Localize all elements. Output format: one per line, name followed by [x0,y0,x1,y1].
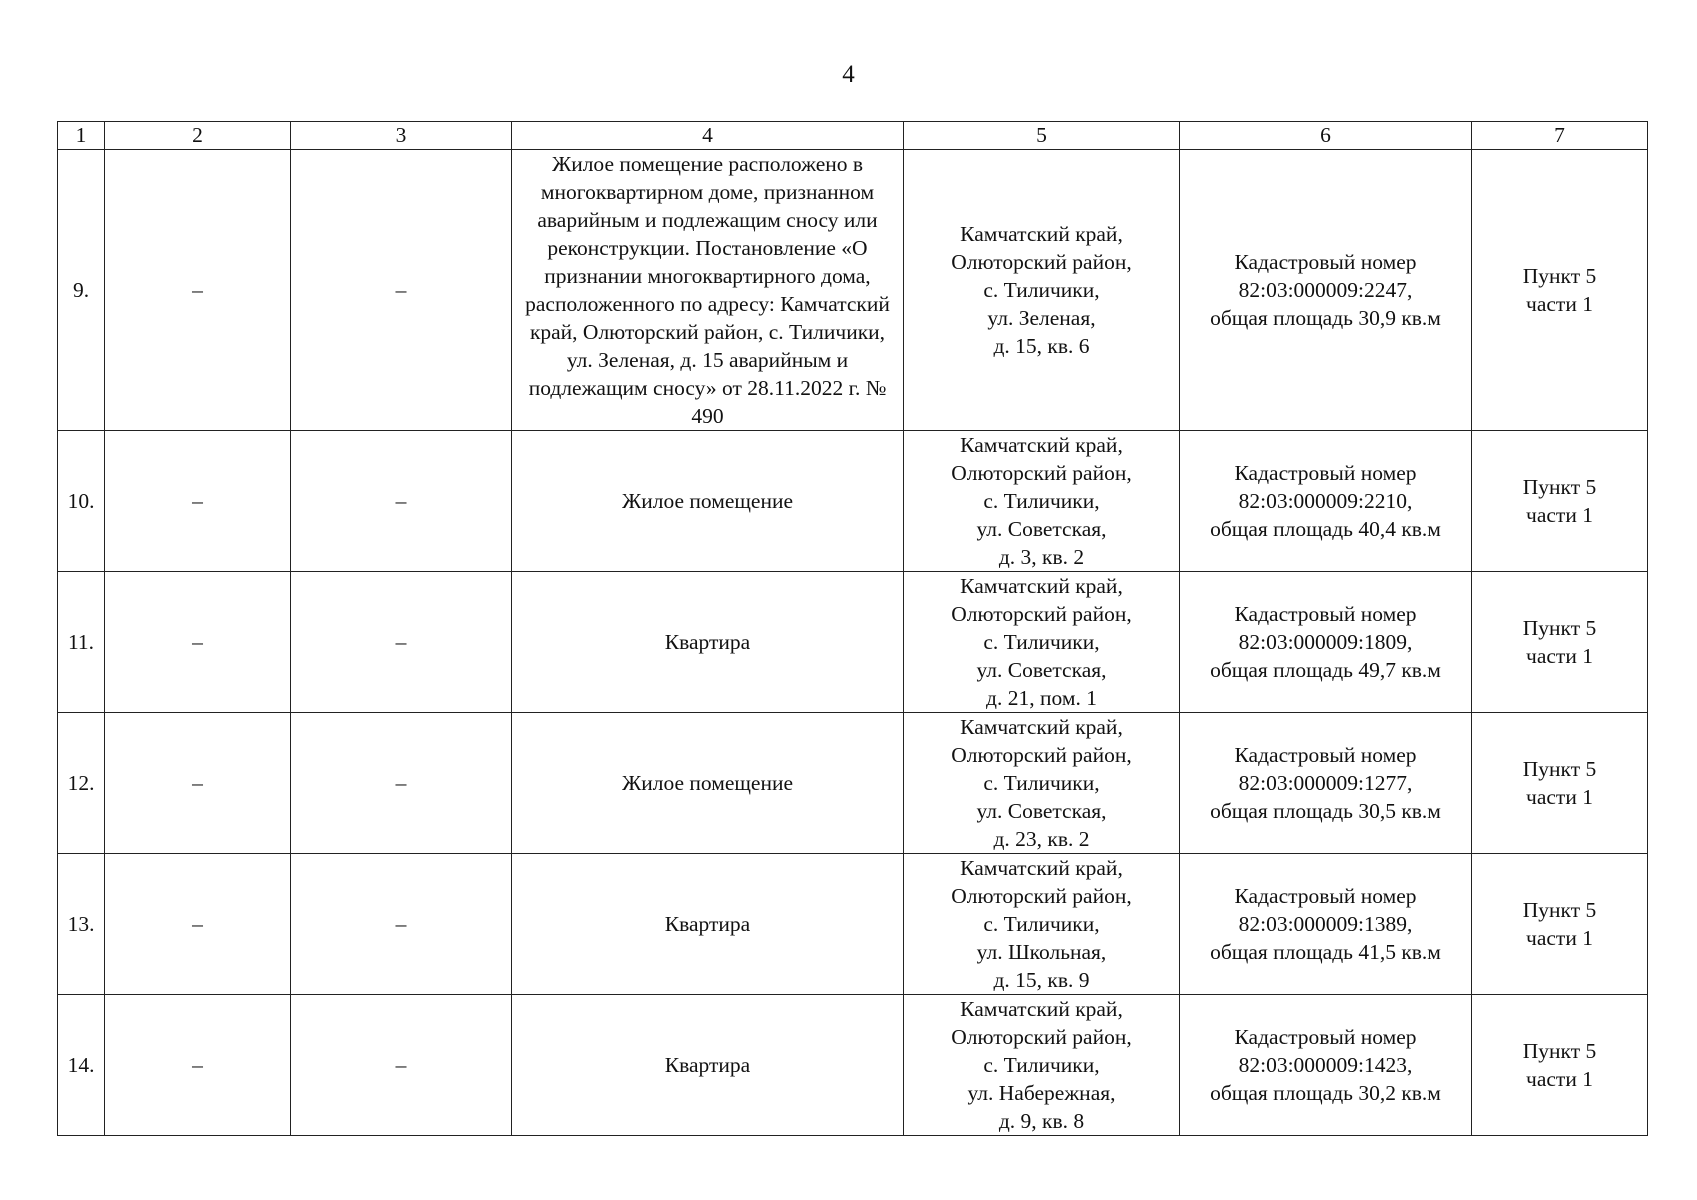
cell-address: Камчатский край, Олюторский район, с. Тиличики, ул. Набережная, д. 9, кв. 8 [904,995,1180,1136]
row-number: 13. [58,854,105,995]
cell-cadastral: Кадастровый номер 82:03:000009:1423, общая площадь 30,2 кв.м [1180,995,1472,1136]
cell-legal-point: Пункт 5 части 1 [1472,713,1648,854]
cell-col2: – [105,150,291,431]
cell-description: Квартира [512,572,904,713]
cell-col3: – [291,572,512,713]
cell-description: Жилое помещение [512,713,904,854]
column-header: 6 [1180,122,1472,150]
column-header: 2 [105,122,291,150]
row-number: 11. [58,572,105,713]
column-header: 1 [58,122,105,150]
cell-col3: – [291,995,512,1136]
page-number: 4 [842,61,855,88]
cell-col2: – [105,854,291,995]
cell-legal-point: Пункт 5 части 1 [1472,995,1648,1136]
cell-col3: – [291,431,512,572]
row-number: 14. [58,995,105,1136]
column-header: 7 [1472,122,1648,150]
cell-legal-point: Пункт 5 части 1 [1472,572,1648,713]
cell-legal-point: Пункт 5 части 1 [1472,150,1648,431]
cell-address: Камчатский край, Олюторский район, с. Тиличики, ул. Советская, д. 3, кв. 2 [904,431,1180,572]
header-row [58,122,1648,150]
cell-description: Жилое помещение [512,431,904,572]
table-row [58,995,1648,1136]
cell-address: Камчатский край, Олюторский район, с. Тиличики, ул. Школьная, д. 15, кв. 9 [904,854,1180,995]
cell-col2: – [105,713,291,854]
cell-address: Камчатский край, Олюторский район, с. Тиличики, ул. Советская, д. 23, кв. 2 [904,713,1180,854]
cell-legal-point: Пункт 5 части 1 [1472,431,1648,572]
table-row [58,572,1648,713]
cell-description: Квартира [512,995,904,1136]
cell-col3: – [291,150,512,431]
cell-col3: – [291,713,512,854]
column-header: 4 [512,122,904,150]
table-row [58,150,1648,431]
cell-col2: – [105,431,291,572]
cell-address: Камчатский край, Олюторский район, с. Тиличики, ул. Советская, д. 21, пом. 1 [904,572,1180,713]
cell-cadastral: Кадастровый номер 82:03:000009:1809, общая площадь 49,7 кв.м [1180,572,1472,713]
row-number: 10. [58,431,105,572]
cell-address: Камчатский край, Олюторский район, с. Тиличики, ул. Зеленая, д. 15, кв. 6 [904,150,1180,431]
cell-cadastral: Кадастровый номер 82:03:000009:2247, общая площадь 30,9 кв.м [1180,150,1472,431]
cell-col2: – [105,572,291,713]
cell-col2: – [105,995,291,1136]
table-row [58,431,1648,572]
row-number: 9. [58,150,105,431]
cell-cadastral: Кадастровый номер 82:03:000009:1389, общая площадь 41,5 кв.м [1180,854,1472,995]
cell-cadastral: Кадастровый номер 82:03:000009:1277, общая площадь 30,5 кв.м [1180,713,1472,854]
cell-legal-point: Пункт 5 части 1 [1472,854,1648,995]
table-row [58,854,1648,995]
column-header: 5 [904,122,1180,150]
cell-description: Квартира [512,854,904,995]
row-number: 12. [58,713,105,854]
cell-cadastral: Кадастровый номер 82:03:000009:2210, общая площадь 40,4 кв.м [1180,431,1472,572]
table-row [58,713,1648,854]
registry-table [57,121,1648,1136]
cell-col3: – [291,854,512,995]
cell-description: Жилое помещение расположено в многоквартирном доме, признанном аварийным и подлежащим сносу или реконструкции. Постановление «О признании многоквартирного дома, расположенного по адресу: Камчатский край, Олюторский район, с. Тиличики, ул. Зеленая, д. 15 аварийным и подлежащим сносу» от 28.11.2022 г. № 490 [512,150,904,431]
column-header: 3 [291,122,512,150]
